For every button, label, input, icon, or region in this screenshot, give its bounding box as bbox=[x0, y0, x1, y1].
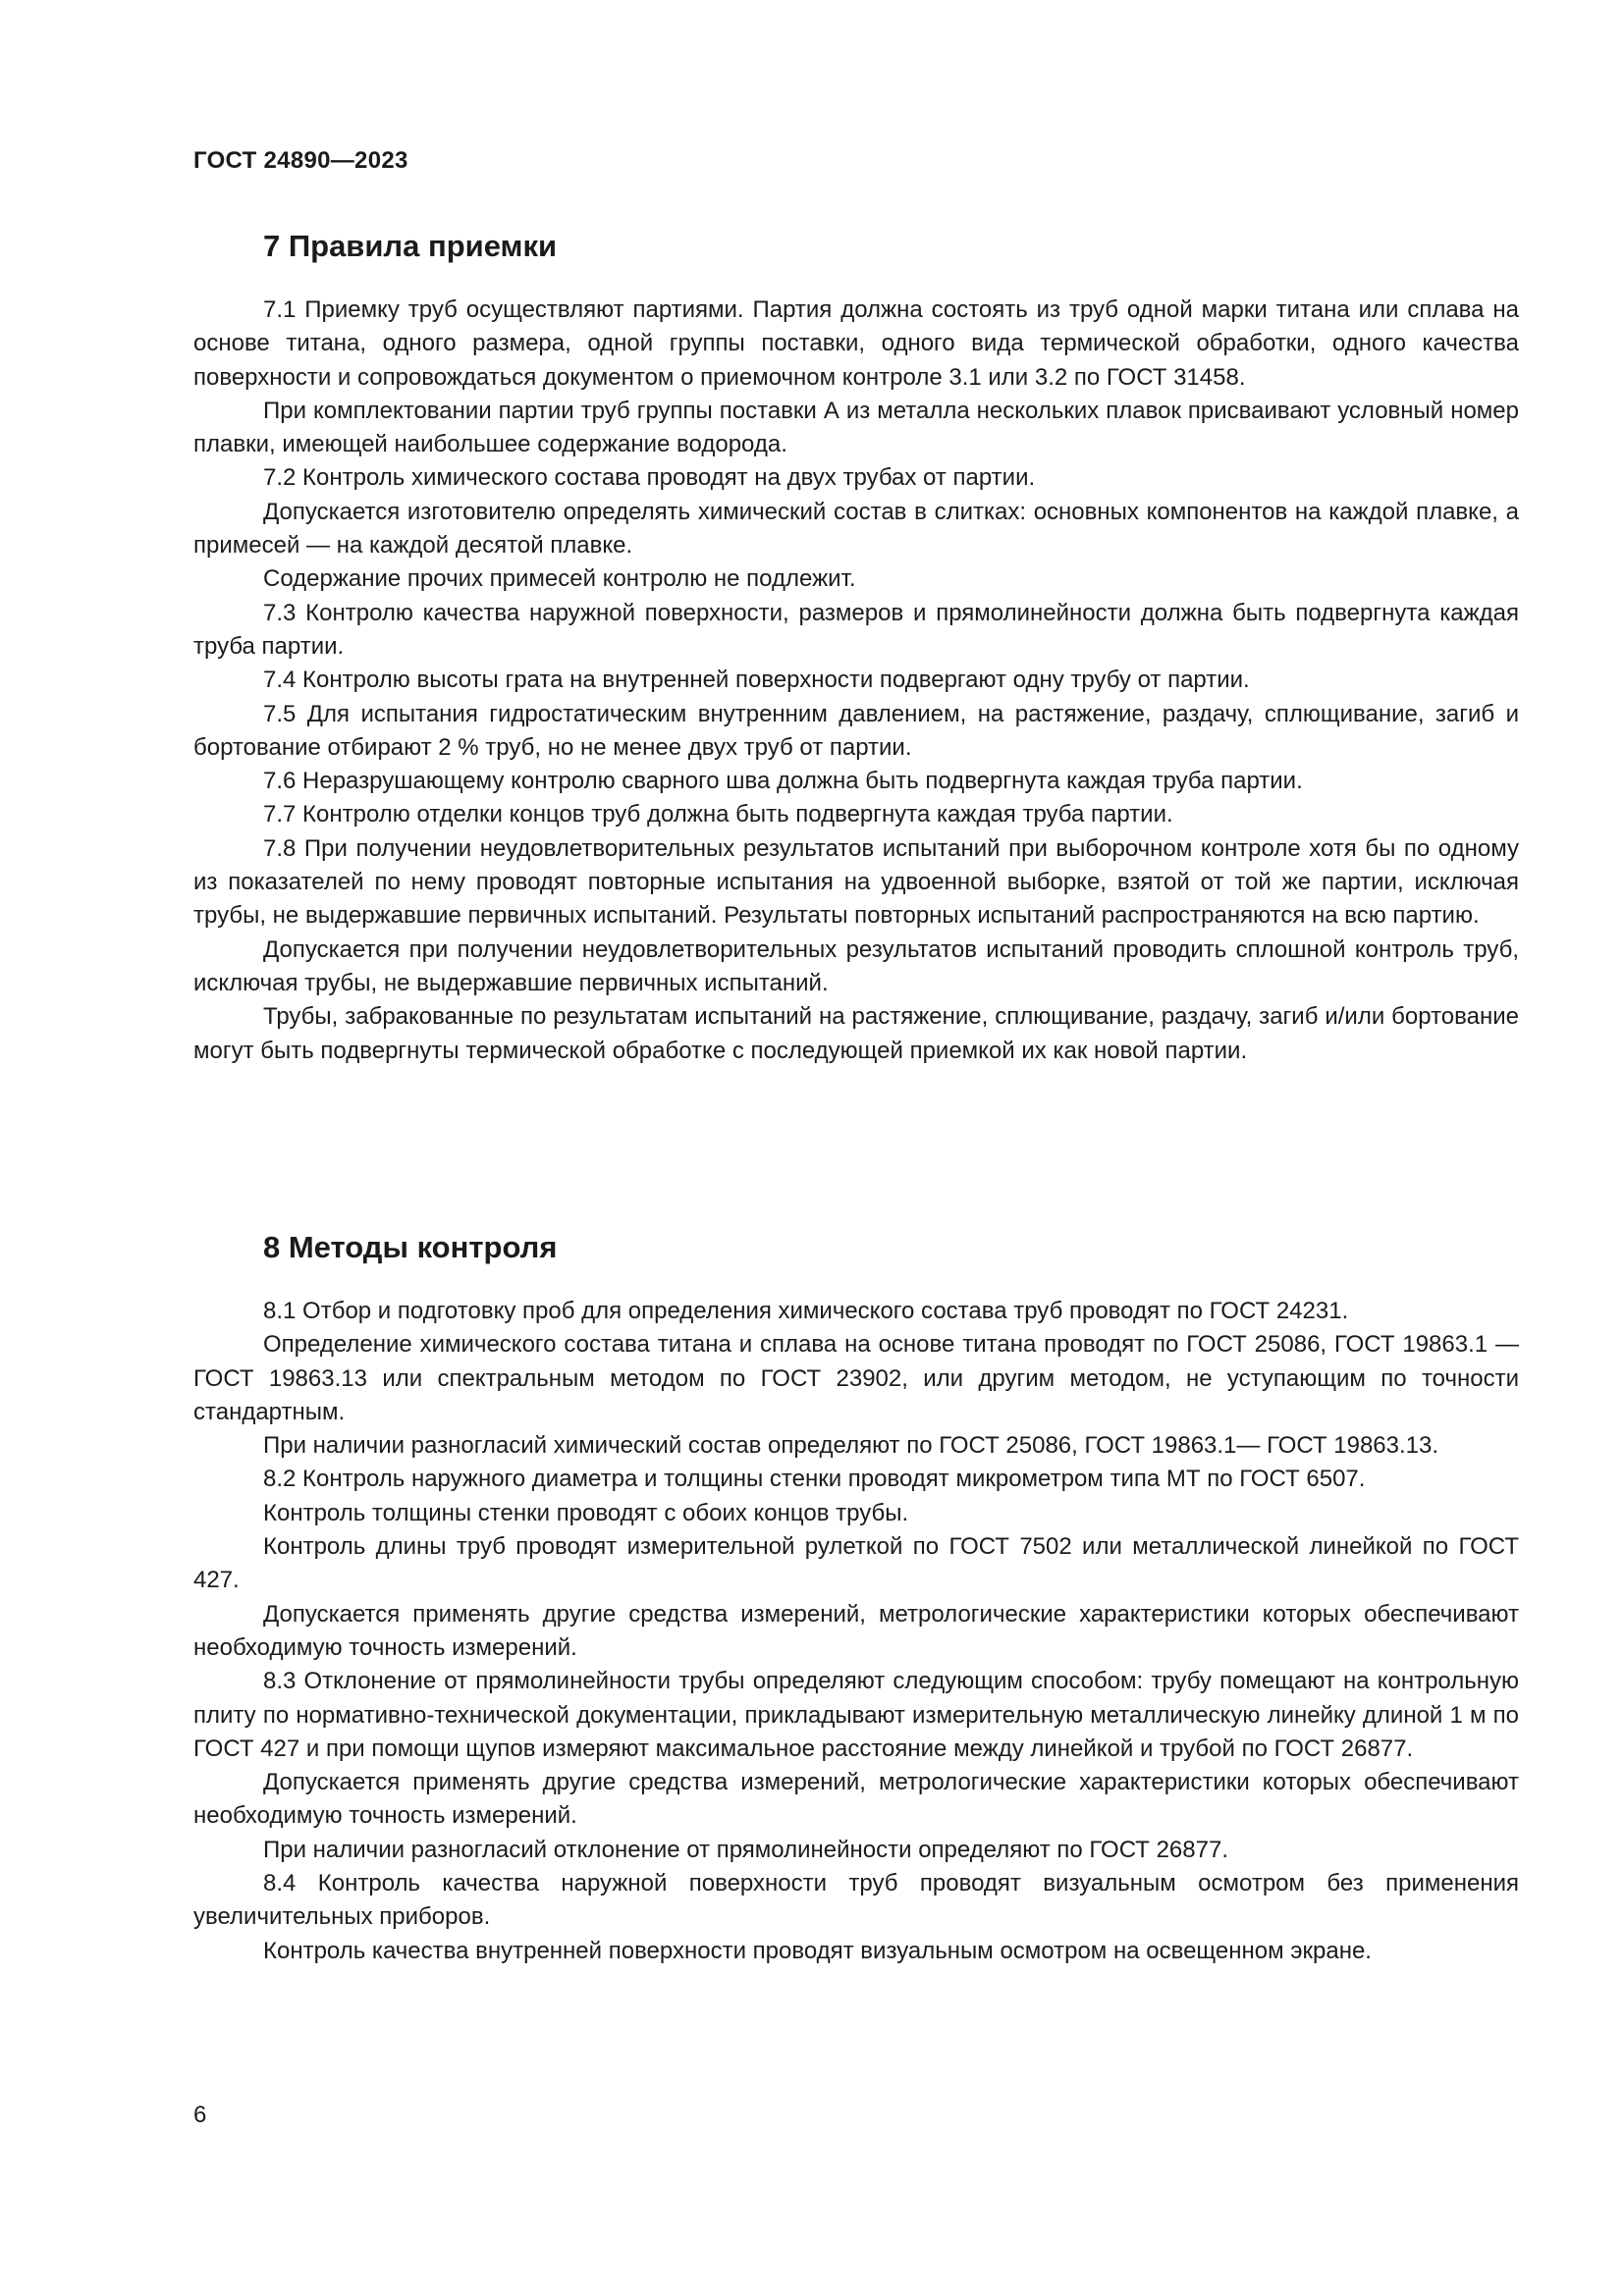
section-7-acceptance-rules bbox=[193, 221, 1519, 1068]
paragraph: Контроль качества внутренней поверхности проводят визуальным осмотром на освещенном экране. bbox=[263, 1937, 1372, 1964]
section-8-test-methods bbox=[193, 1222, 1519, 1968]
paragraph: 7.2 Контроль химического состава проводят на двух трубах от партии. bbox=[263, 464, 1036, 492]
paragraph: 7.4 Контролю высоты грата на внутренней поверхности подвергают одну трубу от партии. bbox=[263, 667, 1250, 694]
paragraph: Определение химического состава титана и сплава на основе титана проводят по ГОСТ 25086, ГОСТ 19863.1 — ГОСТ 19863.13 или спектральным методом по ГОСТ 23902, или другим методом, не уступающим по точности стандартным. bbox=[193, 1331, 1519, 1425]
paragraph: При комплектовании партии труб группы поставки А из металла нескольких плавок присваивают условный номер плавки, имеющей наибольшее содержание водорода. bbox=[193, 397, 1519, 458]
paragraph: Контроль толщины стенки проводят с обоих концов трубы. bbox=[263, 1499, 909, 1526]
section-title: 8 Методы контроля bbox=[263, 1230, 558, 1264]
paragraph: 7.7 Контролю отделки концов труб должна быть подвергнута каждая труба партии. bbox=[263, 801, 1173, 828]
paragraph: 7.1 Приемку труб осуществляют партиями. Партия должна состоять из труб одной марки титана или сплава на основе титана, одного размера, одной группы поставки, одного вида термической обработки, одного качества поверхности и сопровождаться документом о приемочном контроле 3.1 или 3.2 по ГОСТ 31458. bbox=[193, 296, 1519, 391]
paragraph: При наличии разногласий химический состав определяют по ГОСТ 25086, ГОСТ 19863.1— ГОСТ 19863.13. bbox=[263, 1432, 1439, 1460]
section-title: 7 Правила приемки bbox=[263, 229, 558, 263]
document-code-header: ГОСТ 24890—2023 bbox=[193, 147, 408, 174]
paragraph: 8.1 Отбор и подготовку проб для определения химического состава труб проводят по ГОСТ 24231. bbox=[263, 1298, 1349, 1324]
paragraph: Содержание прочих примесей контролю не подлежит. bbox=[263, 565, 856, 593]
page-number: 6 bbox=[193, 2102, 207, 2128]
paragraph: 7.6 Неразрушающему контролю сварного шва должна быть подвергнута каждая труба партии. bbox=[263, 768, 1303, 795]
paragraph: 8.4 Контроль качества наружной поверхности труб проводят визуальным осмотром без применения увеличительных приборов. bbox=[193, 1870, 1519, 1931]
paragraph: Допускается при получении неудовлетворительных результатов испытаний проводить сплошной контроль труб, исключая трубы, не выдержавшие первичных испытаний. bbox=[193, 935, 1519, 996]
paragraph: 7.3 Контролю качества наружной поверхности, размеров и прямолинейности должна быть подвергнута каждая труба партии. bbox=[193, 599, 1519, 660]
paragraph: Допускается применять другие средства измерений, метрологические характеристики которых обеспечивают необходимую точность измерений. bbox=[193, 1600, 1519, 1661]
paragraph: Допускается применять другие средства измерений, метрологические характеристики которых обеспечивают необходимую точность измерений. bbox=[193, 1769, 1519, 1830]
paragraph: При наличии разногласий отклонение от прямолинейности определяют по ГОСТ 26877. bbox=[263, 1836, 1228, 1863]
paragraph: Трубы, забракованные по результатам испытаний на растяжение, сплющивание, раздачу, загиб и/или бортование могут быть подвергнуты термической обработке с последующей приемкой их как новой партии. bbox=[193, 1003, 1519, 1064]
paragraph: 8.3 Отклонение от прямолинейности трубы определяют следующим способом: трубу помещают на контрольную плиту по нормативно-технической документации, прикладывают измерительную металлическую линейку длиной 1 м по ГОСТ 427 и при помощи щупов измеряют максимальное расстояние между линейкой и трубой по ГОСТ 26877. bbox=[193, 1668, 1519, 1762]
paragraph: 8.2 Контроль наружного диаметра и толщины стенки проводят микрометром типа МТ по ГОСТ 6507. bbox=[263, 1466, 1366, 1493]
paragraph: 7.8 При получении неудовлетворительных результатов испытаний при выборочном контроле хотя бы по одному из показателей по нему проводят повторные испытания на удвоенной выборке, взятой от той же партии, исключая трубы, не выдержавшие первичных испытаний. Результаты повторных испытаний распространяются на всю партию. bbox=[193, 834, 1519, 930]
paragraph: Контроль длины труб проводят измерительной рулеткой по ГОСТ 7502 или металлической линейкой по ГОСТ 427. bbox=[193, 1533, 1519, 1594]
paragraph: Допускается изготовителю определять химический состав в слитках: основных компонентов на каждой плавке, а примесей — на каждой десятой плавке. bbox=[193, 498, 1519, 560]
paragraph: 7.5 Для испытания гидростатическим внутренним давлением, на растяжение, раздачу, сплющивание, загиб и бортование отбирают 2 % труб, но не менее двух труб от партии. bbox=[193, 700, 1519, 761]
